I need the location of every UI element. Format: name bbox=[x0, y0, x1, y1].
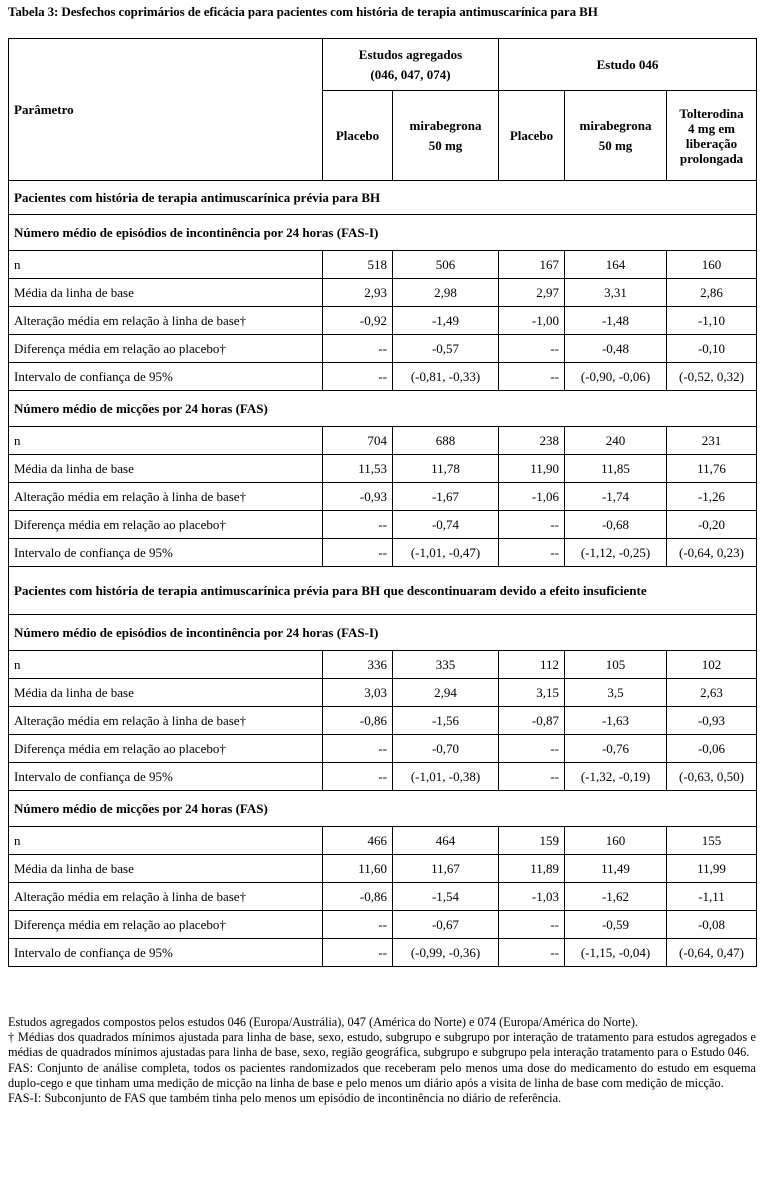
table-cell: -- bbox=[323, 539, 393, 567]
efficacy-table bbox=[8, 38, 757, 967]
table-cell: -- bbox=[499, 335, 565, 363]
table-cell: (-1,01, -0,38) bbox=[393, 763, 499, 791]
table-row bbox=[9, 511, 757, 539]
row-label: Alteração média em relação à linha de base† bbox=[9, 883, 323, 911]
row-label: n bbox=[9, 427, 323, 455]
row-label: Média da linha de base bbox=[9, 279, 323, 307]
table-cell: -0,48 bbox=[565, 335, 667, 363]
table-cell: (-1,01, -0,47) bbox=[393, 539, 499, 567]
table-cell: -1,62 bbox=[565, 883, 667, 911]
table-cell: 336 bbox=[323, 651, 393, 679]
table-row bbox=[9, 763, 757, 791]
table-cell: -0,08 bbox=[667, 911, 757, 939]
table-cell: -- bbox=[323, 511, 393, 539]
table-cell: 231 bbox=[667, 427, 757, 455]
table-cell: (-0,64, 0,47) bbox=[667, 939, 757, 967]
table-cell: 464 bbox=[393, 827, 499, 855]
block-title: Número médio de episódios de incontinência por 24 horas (FAS-I) bbox=[9, 215, 757, 251]
table-cell: (-0,63, 0,50) bbox=[667, 763, 757, 791]
header-mirabegrona-label: mirabegrona bbox=[409, 117, 482, 133]
header-placebo-046: Placebo bbox=[499, 91, 565, 181]
table-cell: -0,59 bbox=[565, 911, 667, 939]
table-cell: -- bbox=[499, 539, 565, 567]
table-cell: -0,68 bbox=[565, 511, 667, 539]
table-cell: 466 bbox=[323, 827, 393, 855]
table-cell: (-0,64, 0,23) bbox=[667, 539, 757, 567]
header-agregados-title: Estudos agregados bbox=[358, 46, 463, 62]
row-label: n bbox=[9, 651, 323, 679]
header-tolterodina-line3: liberação bbox=[685, 135, 738, 151]
table-caption: Tabela 3: Desfechos coprimários de eficácia para pacientes com história de terapia antimuscarínica para BH bbox=[8, 4, 598, 19]
header-dose-label: 50 mg bbox=[428, 137, 463, 153]
table-cell: -- bbox=[499, 363, 565, 391]
table-row bbox=[9, 363, 757, 391]
table-cell: (-1,12, -0,25) bbox=[565, 539, 667, 567]
table-cell: -- bbox=[499, 763, 565, 791]
note-medias-quadrados: † Médias dos quadrados mínimos ajustada para linha de base, sexo, estudo, subgrupo e subgrupo por interação de tratamento para estudos agregados e médias de quadrados mínimos ajustadas para linha de base, sexo, região geográfica, subgrupo e subgrupo pela interação tratamento para o Estudo 046. bbox=[8, 1030, 756, 1060]
table-row bbox=[9, 307, 757, 335]
row-label: Intervalo de confiança de 95% bbox=[9, 363, 323, 391]
table-cell: -1,03 bbox=[499, 883, 565, 911]
table-cell: -0,67 bbox=[393, 911, 499, 939]
table-cell: 704 bbox=[323, 427, 393, 455]
table-row bbox=[9, 251, 757, 279]
table-cell: (-0,90, -0,06) bbox=[565, 363, 667, 391]
table-cell: -- bbox=[323, 911, 393, 939]
table-cell: 688 bbox=[393, 427, 499, 455]
table-row bbox=[9, 427, 757, 455]
table-cell: -1,26 bbox=[667, 483, 757, 511]
table-cell: 102 bbox=[667, 651, 757, 679]
table-cell: 3,15 bbox=[499, 679, 565, 707]
table-cell: 11,78 bbox=[393, 455, 499, 483]
table-row bbox=[9, 855, 757, 883]
table-row bbox=[9, 279, 757, 307]
table-cell: -0,70 bbox=[393, 735, 499, 763]
table-cell: 11,85 bbox=[565, 455, 667, 483]
row-label: Média da linha de base bbox=[9, 855, 323, 883]
table-cell: 11,60 bbox=[323, 855, 393, 883]
table-cell: 2,97 bbox=[499, 279, 565, 307]
table-row bbox=[9, 539, 757, 567]
table-row bbox=[9, 707, 757, 735]
table-cell: -- bbox=[499, 511, 565, 539]
table-cell: 11,67 bbox=[393, 855, 499, 883]
table-notes bbox=[8, 1015, 756, 1106]
table-row bbox=[9, 735, 757, 763]
table-cell: -0,86 bbox=[323, 883, 393, 911]
table-cell: 112 bbox=[499, 651, 565, 679]
table-cell: -1,11 bbox=[667, 883, 757, 911]
table-cell: 159 bbox=[499, 827, 565, 855]
table-cell: 164 bbox=[565, 251, 667, 279]
row-label: Alteração média em relação à linha de base† bbox=[9, 483, 323, 511]
table-cell: -0,93 bbox=[667, 707, 757, 735]
row-label: Diferença média em relação ao placebo† bbox=[9, 735, 323, 763]
table-cell: -0,93 bbox=[323, 483, 393, 511]
table-row bbox=[9, 883, 757, 911]
table-cell: -1,56 bbox=[393, 707, 499, 735]
section-title: Pacientes com história de terapia antimuscarínica prévia para BH bbox=[9, 181, 757, 215]
table-cell: 2,98 bbox=[393, 279, 499, 307]
table-cell: -0,57 bbox=[393, 335, 499, 363]
table-cell: (-0,99, -0,36) bbox=[393, 939, 499, 967]
table-cell: 11,49 bbox=[565, 855, 667, 883]
table-cell: 160 bbox=[565, 827, 667, 855]
section-title: Pacientes com história de terapia antimuscarínica prévia para BH que descontinuaram devido a efeito insuficiente bbox=[9, 567, 757, 615]
table-cell: -0,87 bbox=[499, 707, 565, 735]
table-row bbox=[9, 455, 757, 483]
table-cell: 11,99 bbox=[667, 855, 757, 883]
header-tolterodina-line2: 4 mg em bbox=[688, 120, 735, 136]
table-cell: (-0,81, -0,33) bbox=[393, 363, 499, 391]
note-estudos-agregados: Estudos agregados compostos pelos estudos 046 (Europa/Austrália), 047 (América do Norte) e 074 (Europa/América do Norte). bbox=[8, 1015, 639, 1029]
header-tolterodina bbox=[667, 91, 757, 181]
row-label: Diferença média em relação ao placebo† bbox=[9, 511, 323, 539]
table-row bbox=[9, 679, 757, 707]
block-title: Número médio de micções por 24 horas (FAS) bbox=[9, 391, 757, 427]
table-cell: 506 bbox=[393, 251, 499, 279]
table-cell: -1,54 bbox=[393, 883, 499, 911]
table-cell: -0,74 bbox=[393, 511, 499, 539]
header-placebo-agregados: Placebo bbox=[323, 91, 393, 181]
table-cell: 11,53 bbox=[323, 455, 393, 483]
table-cell: -0,06 bbox=[667, 735, 757, 763]
table-cell: 160 bbox=[667, 251, 757, 279]
row-label: Alteração média em relação à linha de base† bbox=[9, 307, 323, 335]
table-cell: -- bbox=[323, 735, 393, 763]
table-cell: -- bbox=[499, 911, 565, 939]
table-cell: 2,93 bbox=[323, 279, 393, 307]
table-row bbox=[9, 827, 757, 855]
header-estudo-046: Estudo 046 bbox=[499, 39, 757, 91]
table-row bbox=[9, 939, 757, 967]
table-row bbox=[9, 335, 757, 363]
block-title: Número médio de episódios de incontinência por 24 horas (FAS-I) bbox=[9, 615, 757, 651]
row-label: Diferença média em relação ao placebo† bbox=[9, 911, 323, 939]
table-cell: 11,76 bbox=[667, 455, 757, 483]
header-parametro: Parâmetro bbox=[9, 39, 323, 181]
table-cell: 2,94 bbox=[393, 679, 499, 707]
table-cell: (-1,15, -0,04) bbox=[565, 939, 667, 967]
table-cell: -0,92 bbox=[323, 307, 393, 335]
row-label: n bbox=[9, 827, 323, 855]
table-cell: -0,20 bbox=[667, 511, 757, 539]
table-cell: 335 bbox=[393, 651, 499, 679]
table-cell: -1,74 bbox=[565, 483, 667, 511]
table-row bbox=[9, 483, 757, 511]
table-cell: 11,89 bbox=[499, 855, 565, 883]
table-cell: -1,67 bbox=[393, 483, 499, 511]
header-agregados-studies: (046, 047, 074) bbox=[370, 66, 451, 82]
header-mirabegrona-label: mirabegrona bbox=[579, 117, 652, 133]
table-cell: -0,10 bbox=[667, 335, 757, 363]
table-cell: 238 bbox=[499, 427, 565, 455]
table-cell: 3,5 bbox=[565, 679, 667, 707]
row-label: Média da linha de base bbox=[9, 455, 323, 483]
row-label: Alteração média em relação à linha de base† bbox=[9, 707, 323, 735]
table-cell: -- bbox=[323, 763, 393, 791]
header-tolterodina-line4: prolongada bbox=[679, 150, 744, 166]
header-mirabegrona-046 bbox=[565, 91, 667, 181]
table-cell: 11,90 bbox=[499, 455, 565, 483]
header-dose-label: 50 mg bbox=[598, 137, 633, 153]
table-row bbox=[9, 651, 757, 679]
table-cell: -1,06 bbox=[499, 483, 565, 511]
header-mirabegrona-agregados bbox=[393, 91, 499, 181]
table-cell: 3,03 bbox=[323, 679, 393, 707]
table-cell: 2,86 bbox=[667, 279, 757, 307]
table-cell: 167 bbox=[499, 251, 565, 279]
table-cell: 3,31 bbox=[565, 279, 667, 307]
table-cell: -1,10 bbox=[667, 307, 757, 335]
header-estudos-agregados bbox=[323, 39, 499, 91]
table-cell: 240 bbox=[565, 427, 667, 455]
row-label: Intervalo de confiança de 95% bbox=[9, 763, 323, 791]
row-label: Intervalo de confiança de 95% bbox=[9, 539, 323, 567]
table-cell: -0,76 bbox=[565, 735, 667, 763]
table-cell: -1,48 bbox=[565, 307, 667, 335]
table-cell: -1,49 bbox=[393, 307, 499, 335]
table-cell: -1,63 bbox=[565, 707, 667, 735]
table-cell: 155 bbox=[667, 827, 757, 855]
table-cell: -1,00 bbox=[499, 307, 565, 335]
block-title: Número médio de micções por 24 horas (FAS) bbox=[9, 791, 757, 827]
row-label: Diferença média em relação ao placebo† bbox=[9, 335, 323, 363]
table-cell: 105 bbox=[565, 651, 667, 679]
table-cell: (-1,32, -0,19) bbox=[565, 763, 667, 791]
table-cell: (-0,52, 0,32) bbox=[667, 363, 757, 391]
table-cell: -- bbox=[499, 939, 565, 967]
table-cell: -- bbox=[323, 363, 393, 391]
table-cell: 518 bbox=[323, 251, 393, 279]
row-label: Média da linha de base bbox=[9, 679, 323, 707]
table-row bbox=[9, 911, 757, 939]
table-cell: -- bbox=[323, 335, 393, 363]
table-cell: -- bbox=[323, 939, 393, 967]
note-fas-i: FAS-I: Subconjunto de FAS que também tinha pelo menos um episódio de incontinência no diário de referência. bbox=[8, 1091, 562, 1106]
table-cell: 2,63 bbox=[667, 679, 757, 707]
header-tolterodina-line1: Tolterodina bbox=[679, 105, 744, 121]
row-label: n bbox=[9, 251, 323, 279]
table-cell: -- bbox=[499, 735, 565, 763]
note-fas: FAS: Conjunto de análise completa, todos os pacientes randomizados que receberam pelo menos uma dose do medicamento do estudo em esquema duplo-cego e que tinham uma medição de micção na linha de base e pelo menos um diário após a visita de linha de base com medição de micção. bbox=[8, 1060, 756, 1090]
table-cell: -0,86 bbox=[323, 707, 393, 735]
row-label: Intervalo de confiança de 95% bbox=[9, 939, 323, 967]
